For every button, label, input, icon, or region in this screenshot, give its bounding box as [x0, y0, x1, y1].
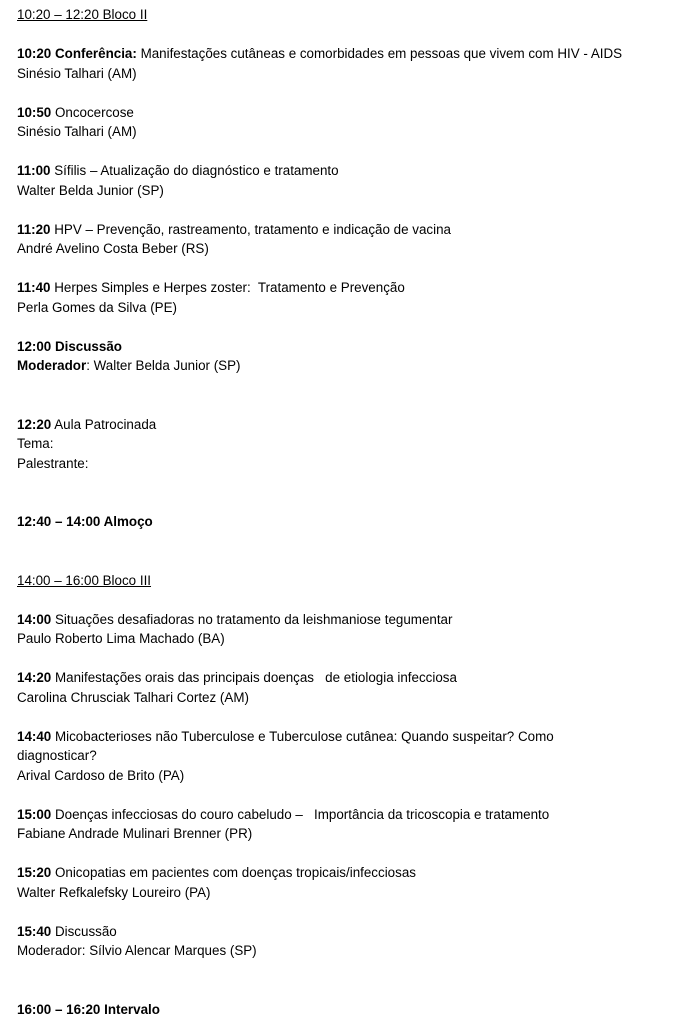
session-time: 14:00: [17, 612, 52, 627]
session-speaker: Sinésio Talhari (AM): [17, 66, 137, 81]
session-line: [17, 669, 457, 687]
session-title: Herpes Simples e Herpes zoster: Tratamento e Prevenção: [50, 280, 405, 295]
sponsored-time: 12:20: [17, 417, 52, 432]
session-time: 11:40: [17, 280, 51, 295]
session-line: [17, 806, 549, 824]
discussion-label: Discussão: [51, 924, 117, 939]
session-speaker: Walter Belda Junior (SP): [17, 183, 164, 198]
break-line: 16:00 – 16:20 Intervalo: [17, 1002, 160, 1017]
sponsored-palestrante: Palestrante:: [17, 456, 89, 471]
sponsored-tema: Tema:: [17, 436, 54, 451]
session-title: Situações desafiadoras no tratamento da leishmaniose tegumentar: [51, 612, 453, 627]
session-speaker: Fabiane Andrade Mulinari Brenner (PR): [17, 826, 253, 841]
discussion-line: [17, 923, 117, 941]
session-speaker: Arival Cardoso de Brito (PA): [17, 768, 185, 783]
session-line: [17, 45, 622, 63]
session-title: Manifestações cutâneas e comorbidades em pessoas que vivem com HIV - AIDS: [136, 46, 623, 61]
session-label: Conferência:: [54, 46, 137, 61]
session-time: 14:20: [17, 670, 52, 685]
session-time: 11:00: [17, 163, 51, 178]
sponsored-title: Aula Patrocinada: [51, 417, 157, 432]
session-speaker: Carolina Chrusciak Talhari Cortez (AM): [17, 690, 249, 705]
session-line: [17, 279, 405, 297]
session-title: Manifestações orais das principais doenças de etiologia infecciosa: [51, 670, 457, 685]
session-speaker: Perla Gomes da Silva (PE): [17, 300, 178, 315]
block-iii-header: 14:00 – 16:00 Bloco III: [17, 573, 152, 588]
session-speaker: Paulo Roberto Lima Machado (BA): [17, 631, 225, 646]
session-title: Doenças infecciosas do couro cabeludo – Importância da tricoscopia e tratamento: [51, 807, 550, 822]
lunch-line: 12:40 – 14:00 Almoço: [17, 514, 153, 529]
session-line: [17, 611, 452, 629]
session-line: [17, 221, 451, 239]
session-line: [17, 728, 554, 746]
session-time: 10:20: [17, 46, 52, 61]
sponsored-line: [17, 416, 156, 434]
session-title: Micobacterioses não Tuberculose e Tuberculose cutânea: Quando suspeitar? Como: [51, 729, 554, 744]
block-ii-header: 10:20 – 12:20 Bloco II: [17, 7, 148, 22]
session-title: HPV – Prevenção, rastreamento, tratamento e indicação de vacina: [50, 222, 451, 237]
discussion-line: 12:00 Discussão: [17, 339, 122, 354]
session-line: [17, 864, 416, 882]
session-time: 15:20: [17, 865, 52, 880]
session-title: Sífilis – Atualização do diagnóstico e tratamento: [50, 163, 339, 178]
session-line: [17, 104, 134, 122]
session-line: [17, 162, 339, 180]
moderator-line: [17, 357, 241, 375]
session-time: 15:00: [17, 807, 52, 822]
session-title-continued: diagnosticar?: [17, 748, 97, 763]
session-speaker: André Avelino Costa Beber (RS): [17, 241, 209, 256]
session-title: Oncocercose: [51, 105, 134, 120]
session-time: 11:20: [17, 222, 51, 237]
discussion-time: 15:40: [17, 924, 52, 939]
session-time: 10:50: [17, 105, 52, 120]
moderator-name: : Walter Belda Junior (SP): [86, 358, 241, 373]
session-speaker: Walter Refkalefsky Loureiro (PA): [17, 885, 211, 900]
session-speaker: Sinésio Talhari (AM): [17, 124, 137, 139]
moderator-label: Moderador: [17, 358, 87, 373]
session-title: Onicopatias em pacientes com doenças tropicais/infecciosas: [51, 865, 416, 880]
moderator-line: Moderador: Sílvio Alencar Marques (SP): [17, 943, 257, 958]
session-time: 14:40: [17, 729, 52, 744]
